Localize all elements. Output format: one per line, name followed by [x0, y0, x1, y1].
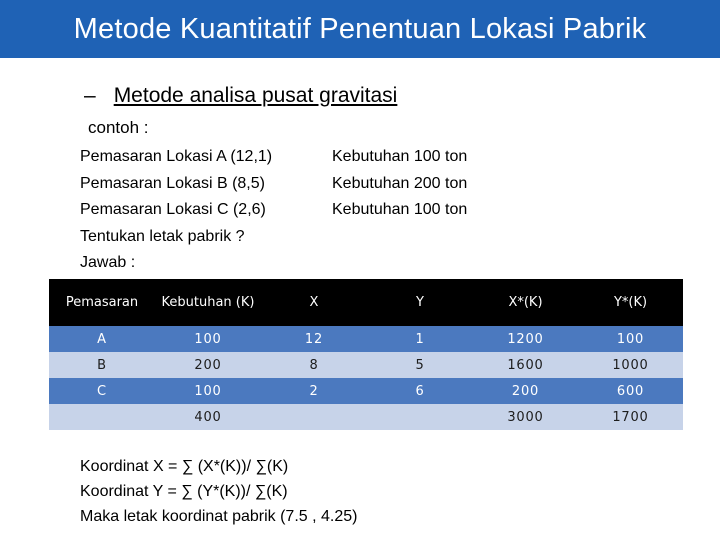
subtitle-dash: –	[84, 84, 96, 107]
table-cell	[49, 404, 155, 430]
location-b: Pemasaran Lokasi B (8,5)	[80, 174, 265, 192]
table-cell: 2	[261, 378, 367, 404]
problem-row-a	[80, 144, 467, 171]
demand-b: Kebutuhan 200 ton	[332, 174, 468, 192]
subtitle-text: Metode analisa pusat gravitasi	[113, 84, 398, 107]
table-cell: 1700	[578, 404, 683, 430]
location-a: Pemasaran Lokasi A (12,1)	[80, 148, 273, 165]
table-cell	[261, 404, 367, 430]
answer-label: Jawab :	[80, 254, 136, 271]
table-cell: A	[49, 326, 155, 352]
header-pemasaran: Pemasaran	[49, 279, 155, 326]
page-title: Metode Kuantitatif Penentuan Lokasi Pabrik	[73, 12, 647, 45]
header-y: Y	[367, 279, 473, 326]
table-row	[49, 378, 683, 404]
table-cell: 12	[261, 326, 367, 352]
table-cell: 400	[155, 404, 261, 430]
title-bar	[0, 0, 720, 58]
header-x: X	[261, 279, 367, 326]
table-cell: C	[49, 378, 155, 404]
header-yk: Y*(K)	[578, 279, 683, 326]
table-cell: 3000	[473, 404, 578, 430]
problem-statement	[80, 144, 467, 277]
table-cell: 1	[367, 326, 473, 352]
table-header-row	[49, 279, 683, 326]
header-kebutuhan: Kebutuhan (K)	[155, 279, 261, 326]
problem-question: Tentukan letak pabrik ?	[80, 227, 245, 245]
formula-x: Koordinat X = ∑ (X*(K))/ ∑(K)	[80, 458, 289, 475]
table-cell: 1600	[473, 352, 578, 378]
table-cell: 600	[578, 378, 683, 404]
table-total-row	[49, 404, 683, 430]
formula-y: Koordinat Y = ∑ (Y*(K))/ ∑(K)	[80, 483, 288, 500]
formulas	[80, 454, 357, 529]
result-line: Maka letak koordinat pabrik (7.5 , 4.25)	[80, 508, 358, 525]
subtitle	[84, 84, 397, 108]
table-cell: B	[49, 352, 155, 378]
problem-row-b	[80, 171, 467, 198]
table-row	[49, 326, 683, 352]
table-cell: 100	[155, 378, 261, 404]
table-cell: 8	[261, 352, 367, 378]
table-cell: 1200	[473, 326, 578, 352]
table-cell: 200	[155, 352, 261, 378]
demand-a: Kebutuhan 100 ton	[332, 148, 468, 165]
table-row	[49, 352, 683, 378]
header-xk: X*(K)	[473, 279, 578, 326]
demand-c: Kebutuhan 100 ton	[332, 201, 468, 218]
table-cell: 200	[473, 378, 578, 404]
table-cell: 5	[367, 352, 473, 378]
table-cell: 6	[367, 378, 473, 404]
problem-row-c	[80, 197, 467, 224]
table-cell: 100	[578, 326, 683, 352]
table-cell	[367, 404, 473, 430]
example-label: contoh :	[88, 118, 149, 137]
table-cell: 1000	[578, 352, 683, 378]
location-c: Pemasaran Lokasi C (2,6)	[80, 201, 266, 218]
gravity-table	[49, 279, 683, 430]
table-cell: 100	[155, 326, 261, 352]
